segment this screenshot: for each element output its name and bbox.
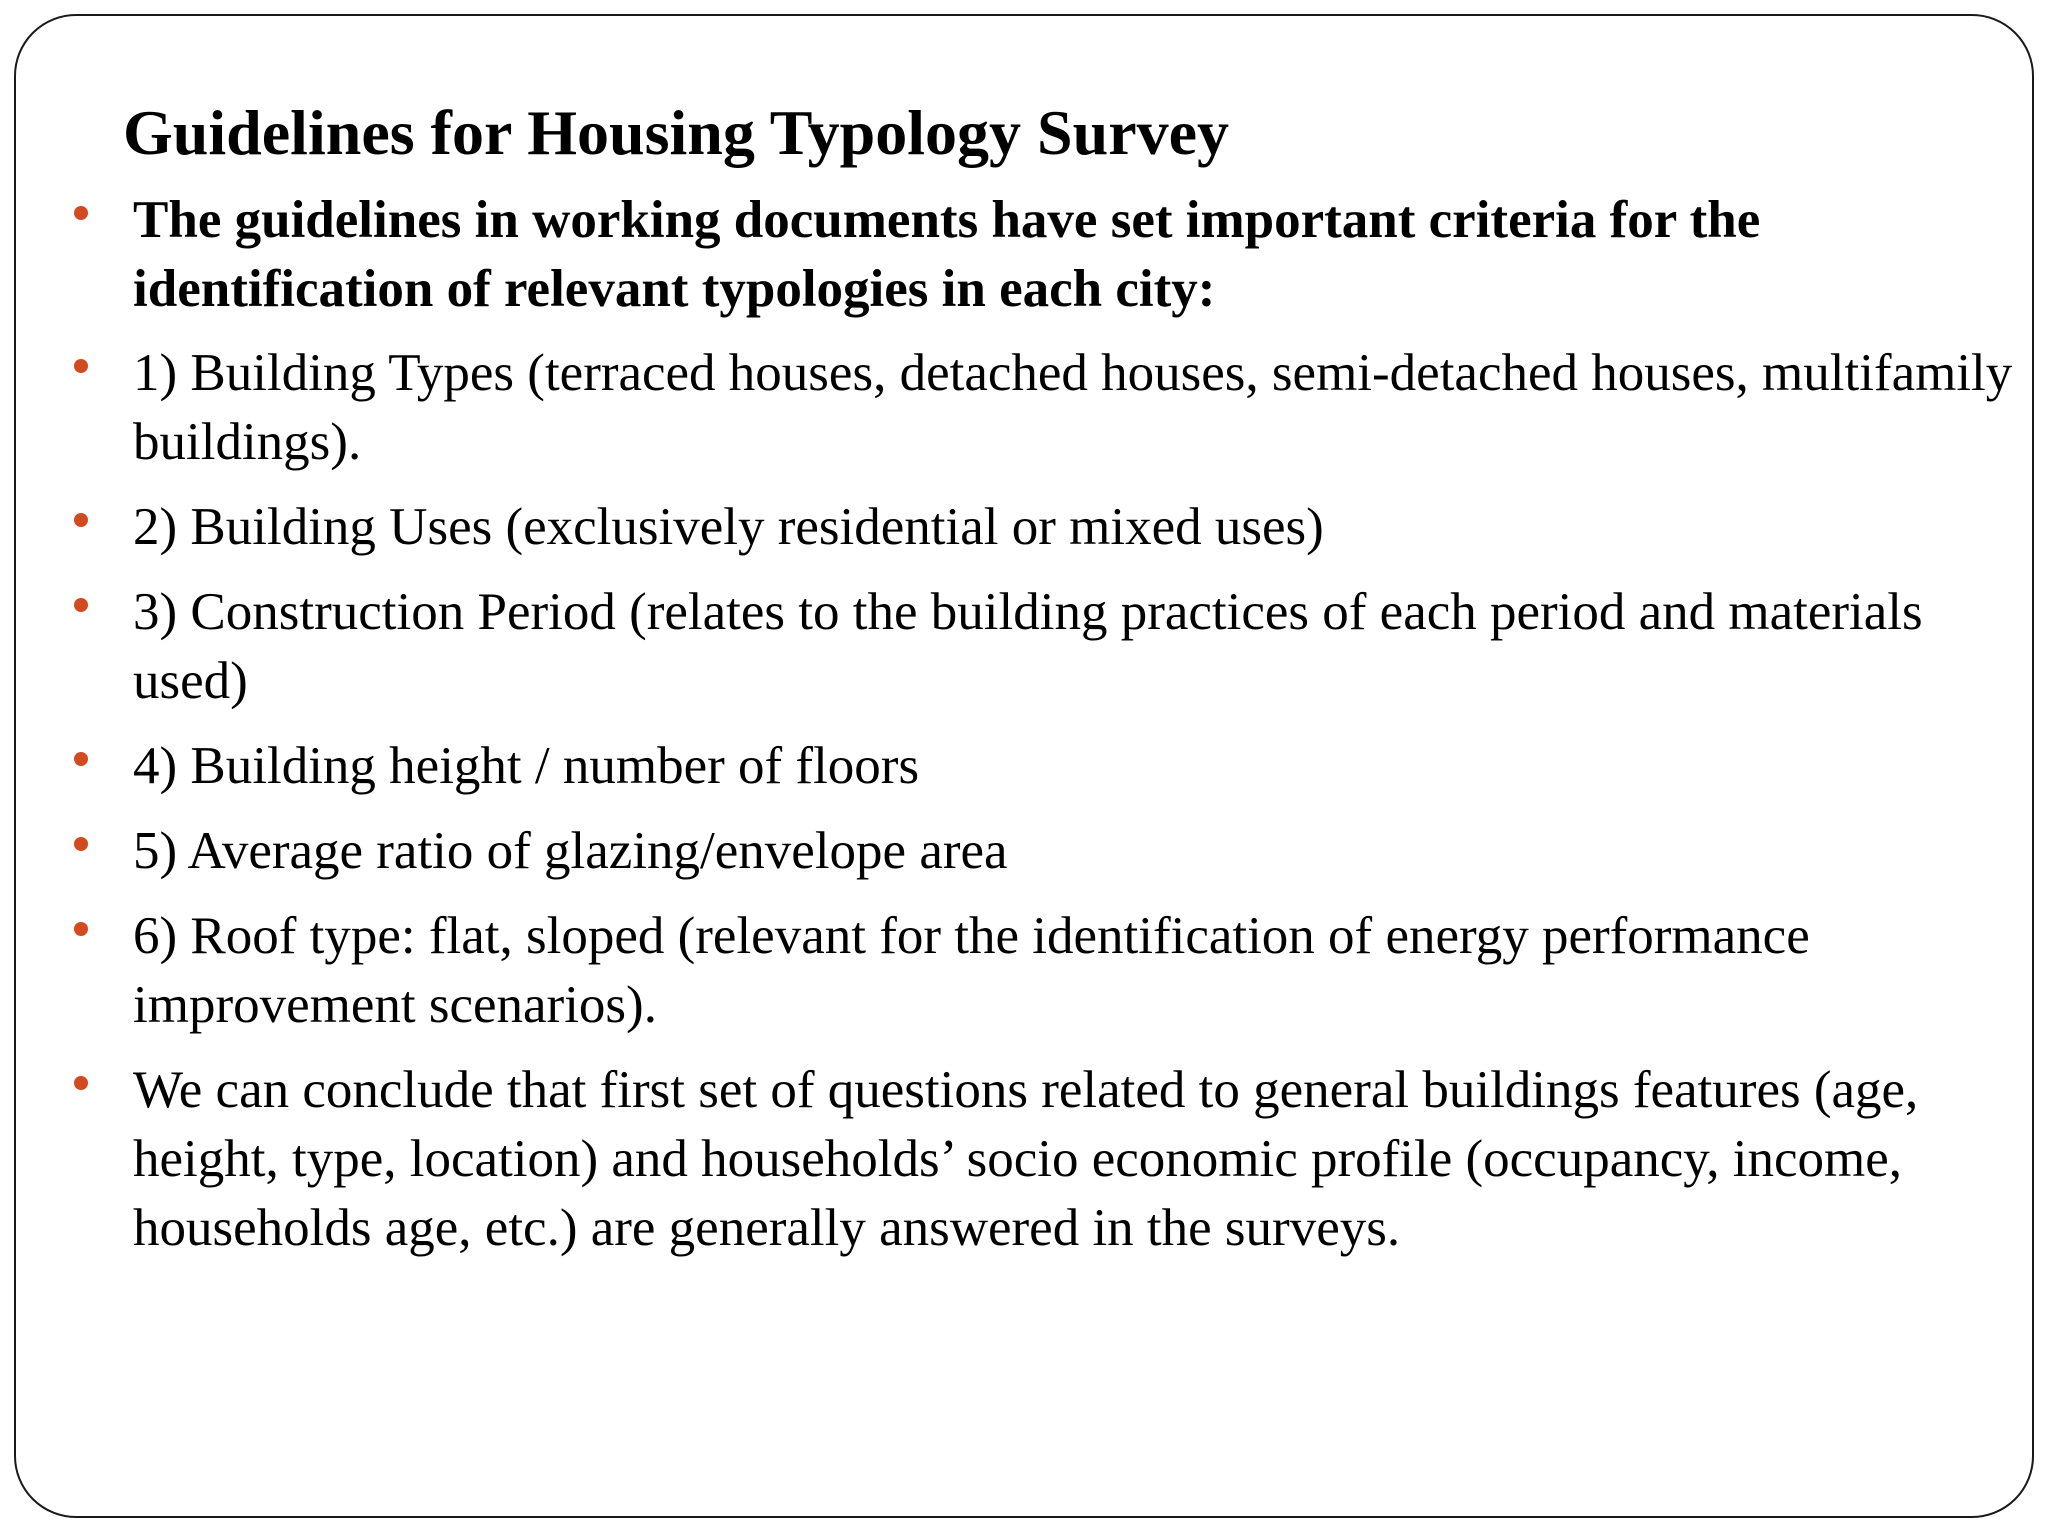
bullet-item [16,339,2048,477]
bullet-item [16,186,2048,324]
bullet-item [16,732,2048,801]
bullet-dot-icon [74,752,88,766]
bullet-text: The guidelines in working documents have set important criteria for the identification of relevant typologies in each city: [133,191,1761,318]
bullet-dot-icon [74,598,88,612]
bullet-dot-icon [74,922,88,936]
bullet-dot-icon [74,1076,88,1090]
bullet-text: 1) Building Types (terraced houses, detached houses, semi-detached houses, multifamily buildings). [133,344,2013,471]
bullet-item [16,902,2048,1040]
bullet-text: 6) Roof type: flat, sloped (relevant for the identification of energy performance improvement scenarios). [133,907,1810,1034]
bullet-dot-icon [74,513,88,527]
bullet-text: 4) Building height / number of floors [133,737,920,795]
bullet-text: We can conclude that first set of questions related to general buildings features (age, height, type, location) and households’ socio economic profile (occupancy, income, households age, etc.) are generally answered in the surveys. [133,1061,1919,1257]
bullet-item [16,493,2048,562]
bullet-item [16,1056,2048,1263]
slide-title: Guidelines for Housing Typology Survey [123,97,1229,168]
bullet-dot-icon [74,837,88,851]
bullet-text: 2) Building Uses (exclusively residential or mixed uses) [133,498,1324,556]
bullet-dot-icon [74,206,88,220]
bullet-item [16,817,2048,886]
slide-frame [14,14,2034,1518]
bullet-text: 3) Construction Period (relates to the building practices of each period and materials used) [133,583,1923,710]
bullet-text: 5) Average ratio of glazing/envelope area [133,822,1008,880]
bullet-item [16,578,2048,716]
bullet-list [16,186,2048,1279]
bullet-dot-icon [74,359,88,373]
